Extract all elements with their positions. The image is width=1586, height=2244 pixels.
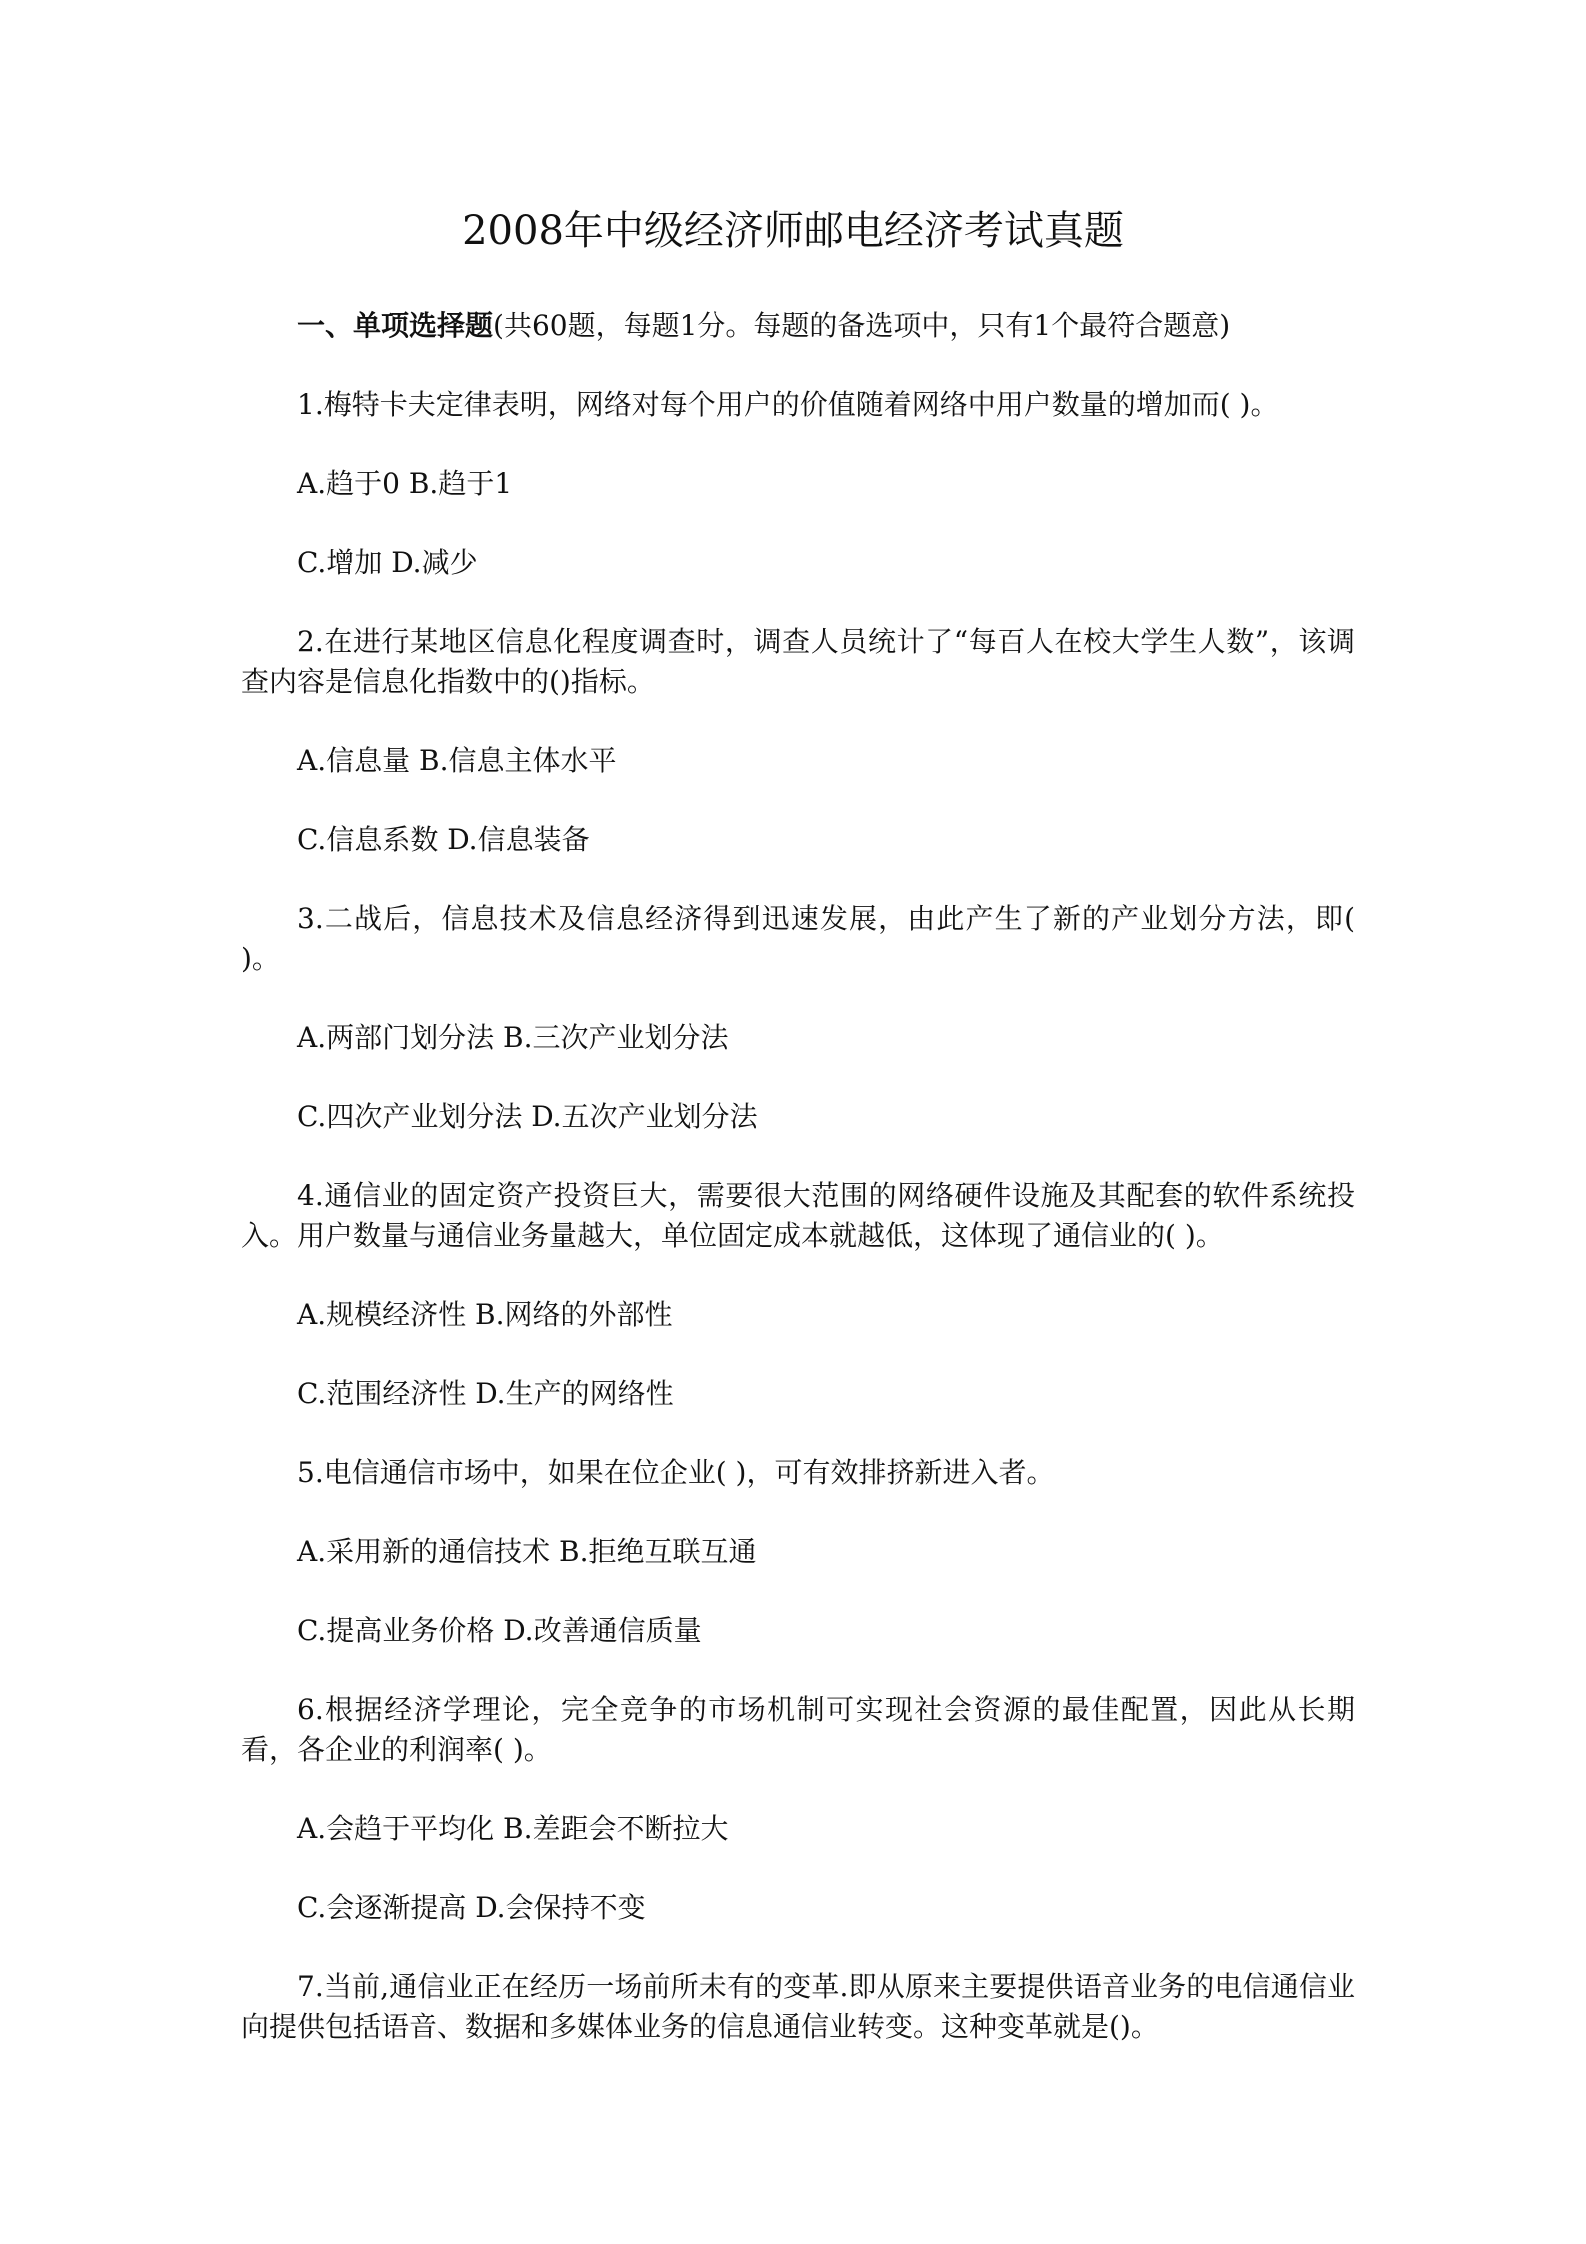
question-2-options-ab: A.信息量 B.信息主体水平 — [297, 744, 617, 777]
question-5-options-ab: A.采用新的通信技术 B.拒绝互联互通 — [297, 1535, 757, 1568]
question-6-options-cd: C.会逐渐提高 D.会保持不变 — [297, 1891, 646, 1924]
question-4: 4.通信业的固定资产投资巨大，需要很大范围的网络硬件设施及其配套的软件系统投入。用户数量与通信业务量越大，单位固定成本就越低，这体现了通信业的( )。 — [241, 1179, 1355, 1252]
section-label: 一、单项选择题 — [297, 309, 494, 342]
question-7: 7.当前,通信业正在经历一场前所未有的变革.即从原来主要提供语音业务的电信通信业向提供包括语音、数据和多媒体业务的信息通信业转变。这种变革就是()。 — [241, 1970, 1355, 2043]
question-6: 6.根据经济学理论，完全竞争的市场机制可实现社会资源的最佳配置，因此从长期看，各企业的利润率( )。 — [241, 1693, 1355, 1766]
question-2: 2.在进行某地区信息化程度调查时，调查人员统计了“每百人在校大学生人数”，该调查内容是信息化指数中的()指标。 — [241, 625, 1355, 698]
question-1-options-cd: C.增加 D.减少 — [297, 546, 478, 579]
question-4-options-ab: A.规模经济性 B.网络的外部性 — [297, 1298, 673, 1331]
question-3: 3.二战后，信息技术及信息经济得到迅速发展，由此产生了新的产业划分方法，即( )。 — [241, 902, 1355, 975]
question-6-options-ab: A.会趋于平均化 B.差距会不断拉大 — [297, 1812, 729, 1845]
question-3-options-cd: C.四次产业划分法 D.五次产业划分法 — [297, 1100, 758, 1133]
document-body — [241, 306, 1355, 2086]
question-2-options-cd: C.信息系数 D.信息装备 — [297, 823, 590, 856]
question-3-options-ab: A.两部门划分法 B.三次产业划分法 — [297, 1021, 729, 1054]
question-1: 1.梅特卡夫定律表明，网络对每个用户的价值随着网络中用户数量的增加而( )。 — [297, 388, 1279, 421]
question-4-options-cd: C.范围经济性 D.生产的网络性 — [297, 1377, 674, 1410]
question-1-options-ab: A.趋于0 B.趋于1 — [297, 467, 513, 500]
question-5: 5.电信通信市场中，如果在位企业( )，可有效排挤新进入者。 — [297, 1456, 1055, 1489]
section-heading — [241, 306, 1355, 346]
question-5-options-cd: C.提高业务价格 D.改善通信质量 — [297, 1614, 702, 1647]
section-note: (共60题，每题1分。每题的备选项中，只有1个最符合题意) — [493, 309, 1231, 342]
page-title: 2008年中级经济师邮电经济考试真题 — [462, 208, 1124, 254]
